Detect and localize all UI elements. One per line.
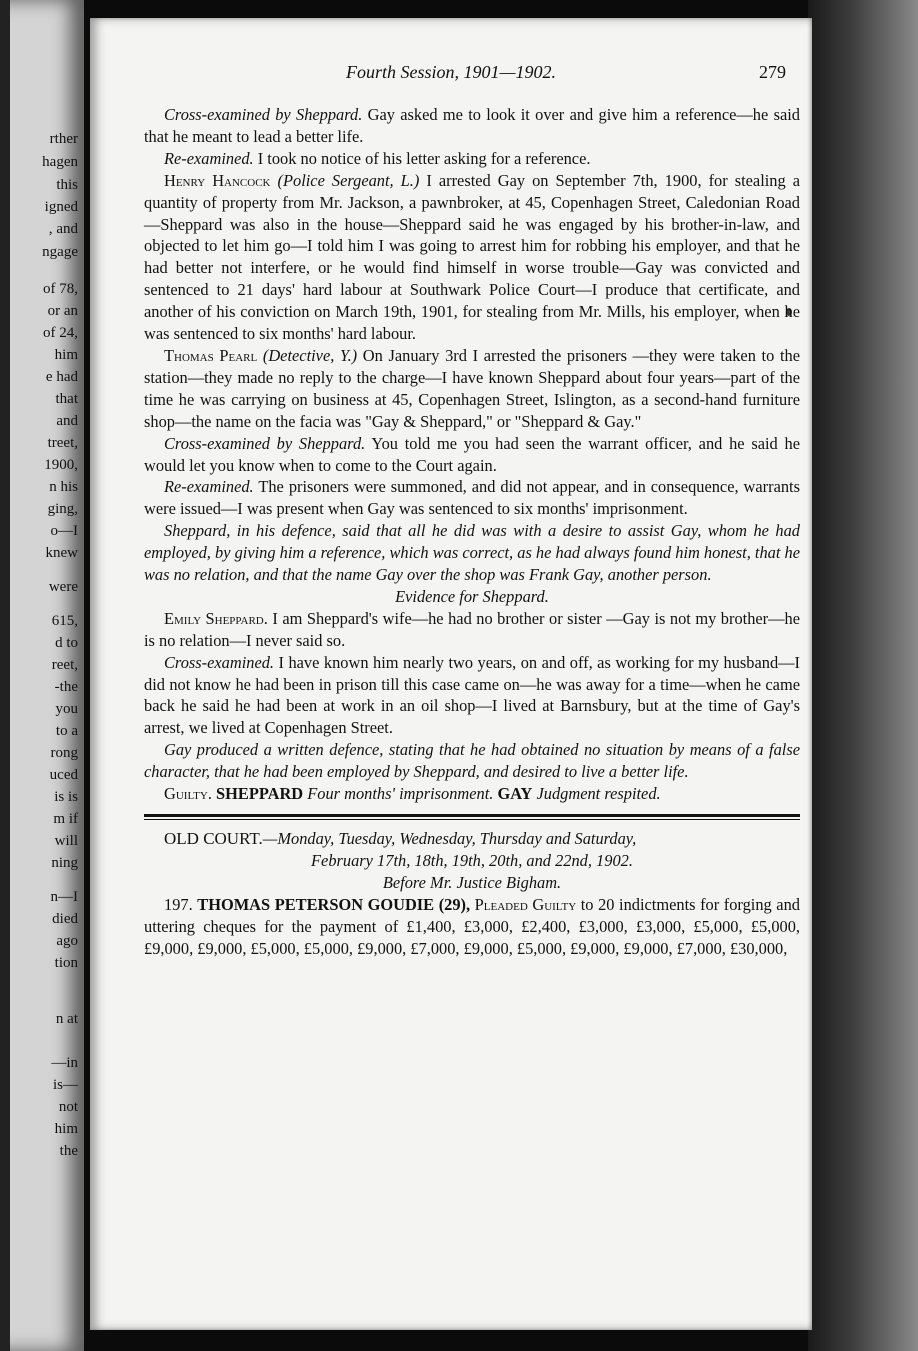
paragraph-cross-examined-1	[144, 104, 800, 148]
facing-page-fragment: were	[48, 579, 78, 595]
facing-page-fragment: -the	[54, 679, 78, 695]
facing-page-fragment: e had	[45, 369, 78, 385]
witness-name: Emily Sheppard.	[164, 608, 268, 628]
facing-page-fragment: will	[54, 833, 78, 849]
testimony-text: I am Sheppard's wife—he had no brother or sister —Gay is not my brother—he is no relation—I never said so.	[144, 608, 800, 650]
facing-page-fragment: the	[59, 1143, 78, 1159]
defendant-name: GAY	[497, 784, 533, 804]
book-spine-shadow	[0, 0, 10, 1351]
testimony-text: On January 3rd I arrested the prisoners —they were taken to the station—they made no reply to the charge—I have known Sheppard about four years—part of the time he was carrying on business at 45, Copenhagen Street, Islington, as a second-hand furniture shop—the name on the facia was "Gay & Sheppard," or "Sheppard & Gay."	[144, 345, 800, 431]
defendant-age: (29),	[438, 894, 471, 914]
testimony-label: Cross-examined by Sheppard.	[164, 105, 363, 124]
testimony-text: You told me you had seen the warrant officer, and he said he would let you know when to come to the Court again.	[144, 433, 800, 475]
facing-page-fragment: 615,	[51, 613, 78, 629]
facing-page-fragment: igned	[44, 199, 78, 215]
facing-page-fragment: o—I	[50, 523, 78, 539]
case-number: 197.	[164, 894, 193, 914]
facing-page-fragment: , and	[48, 221, 78, 237]
heading-evidence-for-sheppard	[144, 586, 800, 608]
facing-page-fragment: tion	[54, 955, 78, 971]
court-dates: February 17th, 18th, 19th, 20th, and 22nd, 1902.	[311, 850, 633, 870]
sentence: Judgment respited.	[536, 784, 661, 804]
page-header	[90, 62, 812, 86]
facing-page-fragment: hagen	[42, 154, 78, 170]
testimony-text: Gay asked me to look it over and give him a reference—he said that he meant to lead a better life.	[144, 105, 800, 146]
facing-page-fragment: and	[56, 413, 78, 429]
testimony-label: Cross-examined.	[164, 652, 275, 672]
court-dates-line-2	[144, 850, 800, 872]
facing-page-fragment: to a	[55, 723, 78, 739]
facing-page-fragment: ngage	[42, 244, 78, 260]
facing-page-fragment: treet,	[47, 435, 78, 451]
facing-page-fragment: m if	[53, 811, 78, 827]
facing-page-fragment: 1900,	[44, 457, 78, 473]
running-title: Fourth Session, 1901—1902.	[345, 62, 556, 82]
scan-dark-margin	[808, 0, 918, 1351]
plea: Pleaded Guilty	[474, 894, 577, 914]
facing-page-edge	[0, 0, 84, 1351]
facing-page-fragment: is—	[52, 1077, 78, 1093]
facing-page-fragment: you	[55, 701, 78, 717]
court-session-heading	[144, 828, 800, 850]
testimony-label: Re-examined.	[164, 477, 254, 497]
paragraph-thomas-pearl	[144, 345, 800, 433]
paragraph-henry-hancock	[144, 170, 800, 345]
defence-statement: Gay produced a written defence, stating that he had obtained no situation by means of a false character, that he had been employed by Sheppard, and desired to live a better life.	[144, 740, 800, 782]
facing-page-fragment: of 24,	[43, 325, 78, 341]
document-page	[90, 18, 812, 1330]
court-title: OLD COURT.	[164, 829, 263, 848]
defendant-name: THOMAS PETERSON GOUDIE	[197, 894, 435, 914]
facing-page-fragment: of 78,	[43, 281, 78, 297]
paragraph-cross-examined-2	[144, 433, 800, 477]
facing-page-fragment: him	[54, 347, 78, 363]
court-dates: —Monday, Tuesday, Wednesday, Thursday and Saturday,	[262, 829, 637, 848]
facing-page-fragment: knew	[45, 545, 78, 561]
witness-name: Henry Hancock	[164, 170, 271, 190]
page-number: 279	[759, 62, 786, 82]
paragraph-re-examined-1	[144, 148, 800, 170]
facing-page-fragment: died	[52, 911, 78, 927]
facing-page-fragment: ning	[51, 855, 78, 871]
facing-page-fragment: d to	[55, 635, 78, 651]
paragraph-re-examined-2	[144, 476, 800, 520]
facing-page-fragment: that	[55, 391, 78, 407]
page-body	[144, 104, 800, 959]
facing-page-fragment: uced	[49, 767, 78, 783]
paragraph-gay-defence	[144, 739, 800, 783]
facing-page-fragment: n—I	[50, 889, 78, 905]
paragraph-case-197	[144, 894, 800, 960]
section-divider	[144, 814, 800, 820]
witness-role: (Detective, Y.)	[262, 345, 358, 365]
facing-page-fragment: or an	[47, 303, 78, 319]
facing-page-fragment: rong	[50, 745, 78, 761]
paragraph-emily-sheppard	[144, 608, 800, 652]
judge-name: Before Mr. Justice Bigham.	[382, 872, 562, 892]
facing-page-fragment: not	[58, 1099, 78, 1115]
facing-page-fragment: n his	[49, 479, 78, 495]
verdict-label: Guilty.	[164, 784, 212, 804]
section-heading: Evidence for Sheppard.	[395, 586, 549, 606]
facing-page-fragment: ging,	[47, 501, 78, 517]
testimony-text: I took no notice of his letter asking for a reference.	[253, 148, 591, 168]
court-judge	[144, 872, 800, 894]
testimony-label: Cross-examined by Sheppard.	[164, 433, 366, 453]
paragraph-cross-examined-3	[144, 652, 800, 740]
paragraph-verdict	[144, 783, 800, 805]
testimony-text: I arrested Gay on September 7th, 1900, for stealing a quantity of property from Mr. Jackson, a pawnbroker, at 45, Copenhagen Street, Caledonian Road—Sheppard was also in the house—Sheppard said he was engaged by his brother-in-law, and objected to let him go—I told him I was going to arrest him for robbing his employer, and that he had better not interfere, or he would find himself in worse trouble—Gay was convicted and sentenced to 21 days' hard labour at Southwark Police Court—I produce that certificate, and another of his conviction on March 19th, 1901, for stealing from Mr. Mills, his employer, when he was sentenced to six months' hard labour.	[144, 170, 801, 344]
facing-page-fragment: him	[54, 1121, 78, 1137]
facing-page-fragment: ago	[56, 933, 78, 949]
sentence: Four months' imprisonment.	[307, 784, 494, 804]
testimony-text: The prisoners were summoned, and did not appear, and in consequence, warrants were issued—I was present when Gay was sentenced to six months' imprisonment.	[144, 477, 800, 519]
witness-role: (Police Sergeant, L.)	[277, 170, 420, 190]
facing-page-fragment: this	[56, 177, 78, 193]
testimony-label: Re-examined.	[164, 148, 254, 168]
facing-page-fragment: rther	[49, 131, 78, 147]
witness-name: Thomas Pearl	[164, 345, 258, 365]
facing-page-fragment: is is	[54, 789, 78, 805]
testimony-text: I have known him nearly two years, on and off, as working for my husband—I did not know he had been in prison till this case came on—he was away for a time—when he came back he said he had been at work in an oil shop—I lived at Barnsbury, but at the time of Gay's arrest, we lived at Copenhagen Street.	[144, 652, 800, 738]
paragraph-sheppard-defence	[144, 520, 800, 586]
defendant-name: SHEPPARD	[216, 784, 304, 804]
defence-statement: Sheppard, in his defence, said that all he did was with a desire to assist Gay, whom he had employed, by giving him a reference, which was correct, as he had always found him honest, that he was no relation, and that the name Gay over the shop was Frank Gay, another person.	[144, 521, 800, 585]
facing-page-fragment: reet,	[51, 657, 78, 673]
facing-page-fragment: —in	[51, 1055, 78, 1071]
facing-page-fragment: n at	[55, 1011, 78, 1027]
case-text: to 20 indictments for forging and uttering cheques for the payment of £1,400, £3,000, £2,400, £3,000, £3,000, £5,000, £5,000, £9,000, £9,000, £5,000, £5,000, £9,000, £7,000, £9,000, £5,000, £9,000, £9,000, £7,000, £30,000,	[144, 894, 800, 958]
